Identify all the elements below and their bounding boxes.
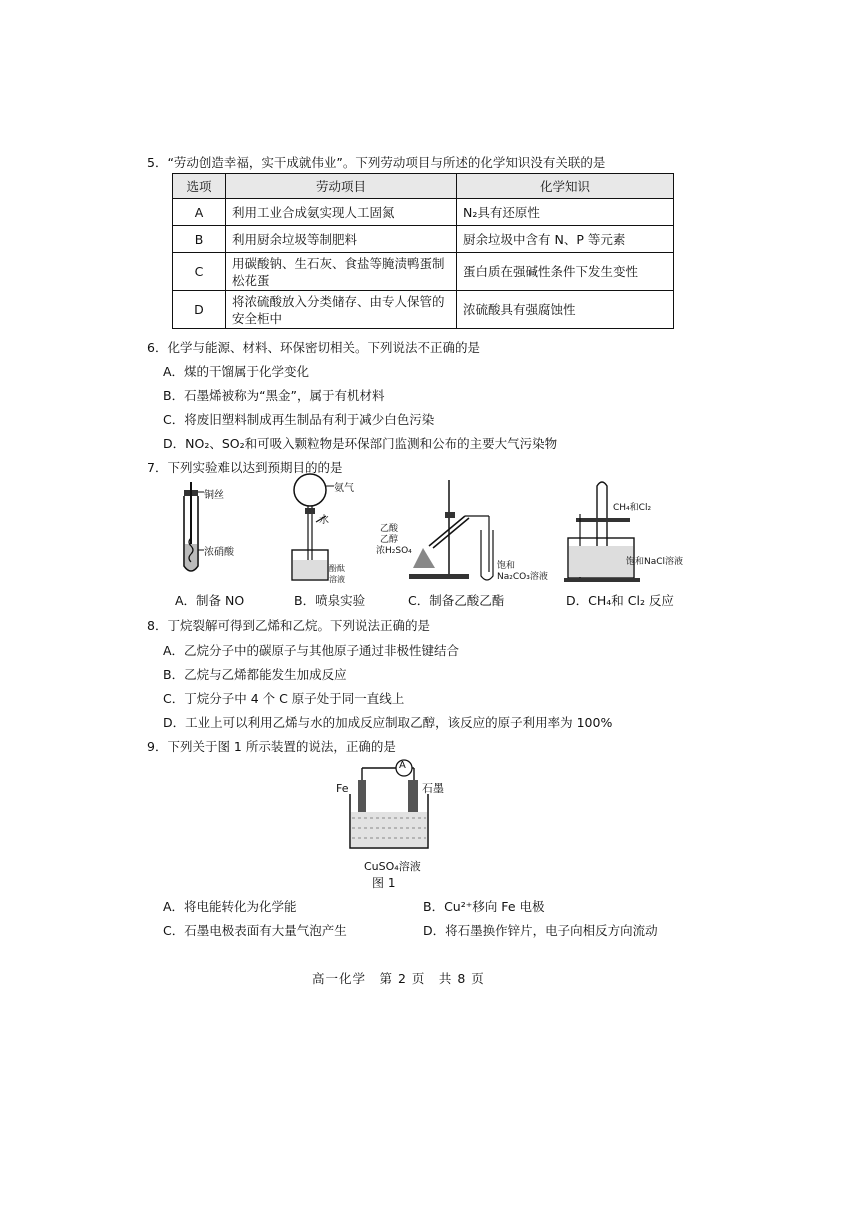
q8-option-c: C．丁烷分子中 4 个 C 原子处于同一直线上 (163, 691, 405, 706)
row-labor: 将浓硫酸放入分类储存、由专人保管的安全柜中 (226, 291, 457, 329)
figure-1-label-graphite: 石墨 (422, 782, 444, 795)
q6-stem: 6．化学与能源、材料、环保密切相关。下列说法不正确的是 (147, 340, 480, 355)
figure-d-caption: D．CH₄和 Cl₂ 反应 (566, 593, 674, 608)
row-knowledge: 浓硫酸具有强腐蚀性 (457, 291, 674, 329)
figure-d-label-gas: CH₄和Cl₂ (613, 503, 652, 513)
q9-stem: 9．下列关于图 1 所示装置的说法，正确的是 (147, 739, 396, 754)
figure-c-label-ethanol: 乙醇 (380, 535, 399, 545)
row-option: A (173, 199, 226, 226)
q6-option-a: A．煤的干馏属于化学变化 (163, 364, 310, 379)
q8-option-d: D．工业上可以利用乙烯与水的加成反应制取乙醇，该反应的原子利用率为 100% (163, 715, 613, 730)
q9-option-d: D．将石墨换作锌片，电子向相反方向流动 (423, 923, 658, 938)
figure-1-label-fe: Fe (336, 782, 349, 795)
figure-d-apparatus (562, 478, 642, 586)
table-row (173, 253, 674, 291)
q8-option-a: A．乙烷分子中的碳原子与其他原子通过非极性键结合 (163, 643, 460, 658)
figure-b-caption: B．喷泉实验 (294, 593, 366, 608)
figure-d-label-nacl: 饱和NaCl溶液 (626, 557, 684, 567)
row-option: D (173, 291, 226, 329)
row-knowledge: 厨余垃圾中含有 N、P 等元素 (457, 226, 674, 253)
figure-c-label-saturated: 饱和 (497, 561, 516, 571)
figure-1-galvanic-cell (342, 758, 452, 858)
figure-a-label-wire: 铜丝 (204, 490, 224, 501)
page-footer: 高一化学 第 2 页 共 8 页 (312, 971, 485, 986)
figure-1-caption: 图 1 (372, 876, 396, 890)
q9-option-b: B．Cu²⁺移向 Fe 电极 (423, 899, 545, 914)
table-header-knowledge: 化学知识 (457, 174, 674, 199)
row-labor: 利用工业合成氨实现人工固氮 (226, 199, 457, 226)
row-labor: 用碳酸钠、生石灰、食盐等腌渍鸭蛋制松花蛋 (226, 253, 457, 291)
figure-c-caption: C．制备乙酸乙酯 (408, 593, 505, 608)
row-option: C (173, 253, 226, 291)
figure-1-label-solution: CuSO₄溶液 (364, 860, 421, 873)
row-option: B (173, 226, 226, 253)
q9-option-a: A．将电能转化为化学能 (163, 899, 297, 914)
table-row (173, 199, 674, 226)
figure-b-label-solution: 溶液 (329, 575, 345, 584)
row-knowledge: 蛋白质在强碱性条件下发生变性 (457, 253, 674, 291)
figure-c-label-sulfuric: 浓H₂SO₄ (376, 546, 412, 556)
q6-option-c: C．将废旧塑料制成再生制品有利于减少白色污染 (163, 412, 435, 427)
q8-stem: 8．丁烷裂解可得到乙烯和乙烷。下列说法正确的是 (147, 618, 430, 633)
q5-stem: 5．“劳动创造幸福，实干成就伟业”。下列劳动项目与所述的化学知识没有关联的是 (147, 155, 606, 170)
row-labor: 利用厨余垃圾等制肥料 (226, 226, 457, 253)
figure-b-label-ammonia: 氨气 (334, 483, 354, 494)
figure-c-label-carbonate: Na₂CO₃溶液 (497, 572, 548, 582)
figure-a-label-acid: 浓硝酸 (204, 547, 234, 558)
q9-option-c: C．石墨电极表面有大量气泡产生 (163, 923, 347, 938)
row-knowledge: N₂具有还原性 (457, 199, 674, 226)
figure-b-label-phenol: 酚酞 (329, 564, 345, 573)
figure-c-apparatus (405, 476, 505, 586)
ammeter-label: A (399, 760, 406, 771)
q6-option-b: B．石墨烯被称为“黑金”，属于有机材料 (163, 388, 385, 403)
table-header-labor: 劳动项目 (226, 174, 457, 199)
q5-table (172, 173, 674, 329)
q8-option-b: B．乙烷与乙烯都能发生加成反应 (163, 667, 347, 682)
figure-b-label-water: 水 (319, 515, 329, 526)
figure-a-caption: A．制备 NO (175, 593, 245, 608)
figure-c-label-acid: 乙酸 (380, 524, 399, 534)
q6-option-d: D．NO₂、SO₂和可吸入颗粒物是环保部门监测和公布的主要大气污染物 (163, 436, 558, 451)
q7-stem: 7．下列实验难以达到预期目的的是 (147, 460, 343, 475)
table-header-option: 选项 (173, 174, 226, 199)
table-row (173, 226, 674, 253)
table-row (173, 291, 674, 329)
